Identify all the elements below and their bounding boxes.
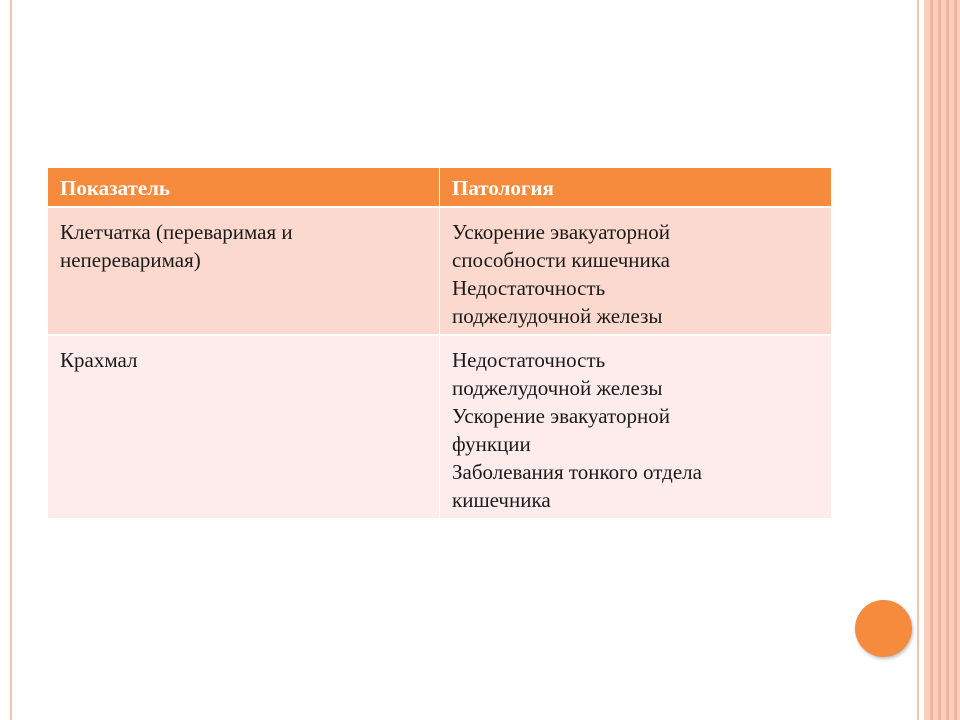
frame-stripe bbox=[946, 0, 949, 720]
table-header-row bbox=[48, 168, 831, 206]
frame-right-line bbox=[917, 0, 919, 720]
cell-indicator bbox=[48, 208, 439, 334]
cell-line: Недостаточность bbox=[452, 348, 606, 372]
decorative-circle bbox=[855, 600, 912, 657]
frame-stripe bbox=[954, 0, 957, 720]
cell-line: Клетчатка (переваримая и bbox=[60, 220, 293, 244]
cell-line: Ускорение эвакуаторной bbox=[452, 404, 670, 428]
cell-line: поджелудочной железы bbox=[452, 304, 663, 328]
table-row bbox=[48, 206, 831, 334]
header-pathology: Патология bbox=[439, 168, 831, 206]
cell-pathology bbox=[439, 336, 831, 518]
cell-line: Крахмал bbox=[60, 348, 138, 372]
cell-line: способности кишечника bbox=[452, 248, 670, 272]
cell-line: непереваримая) bbox=[60, 248, 201, 272]
cell-line: Ускорение эвакуаторной bbox=[452, 220, 670, 244]
table-row bbox=[48, 334, 831, 518]
cell-line: функции bbox=[452, 432, 531, 456]
frame-left-line bbox=[10, 0, 12, 720]
cell-indicator bbox=[48, 336, 439, 518]
frame-stripe bbox=[930, 0, 933, 720]
cell-pathology bbox=[439, 208, 831, 334]
cell-line: Недостаточность bbox=[452, 276, 606, 300]
cell-line: Заболевания тонкого отдела bbox=[452, 460, 702, 484]
cell-line: поджелудочной железы bbox=[452, 376, 663, 400]
frame-right-band bbox=[924, 0, 960, 720]
cell-line: кишечника bbox=[452, 488, 551, 512]
frame-stripe bbox=[938, 0, 941, 720]
header-indicator: Показатель bbox=[48, 168, 439, 206]
data-table bbox=[48, 168, 831, 518]
